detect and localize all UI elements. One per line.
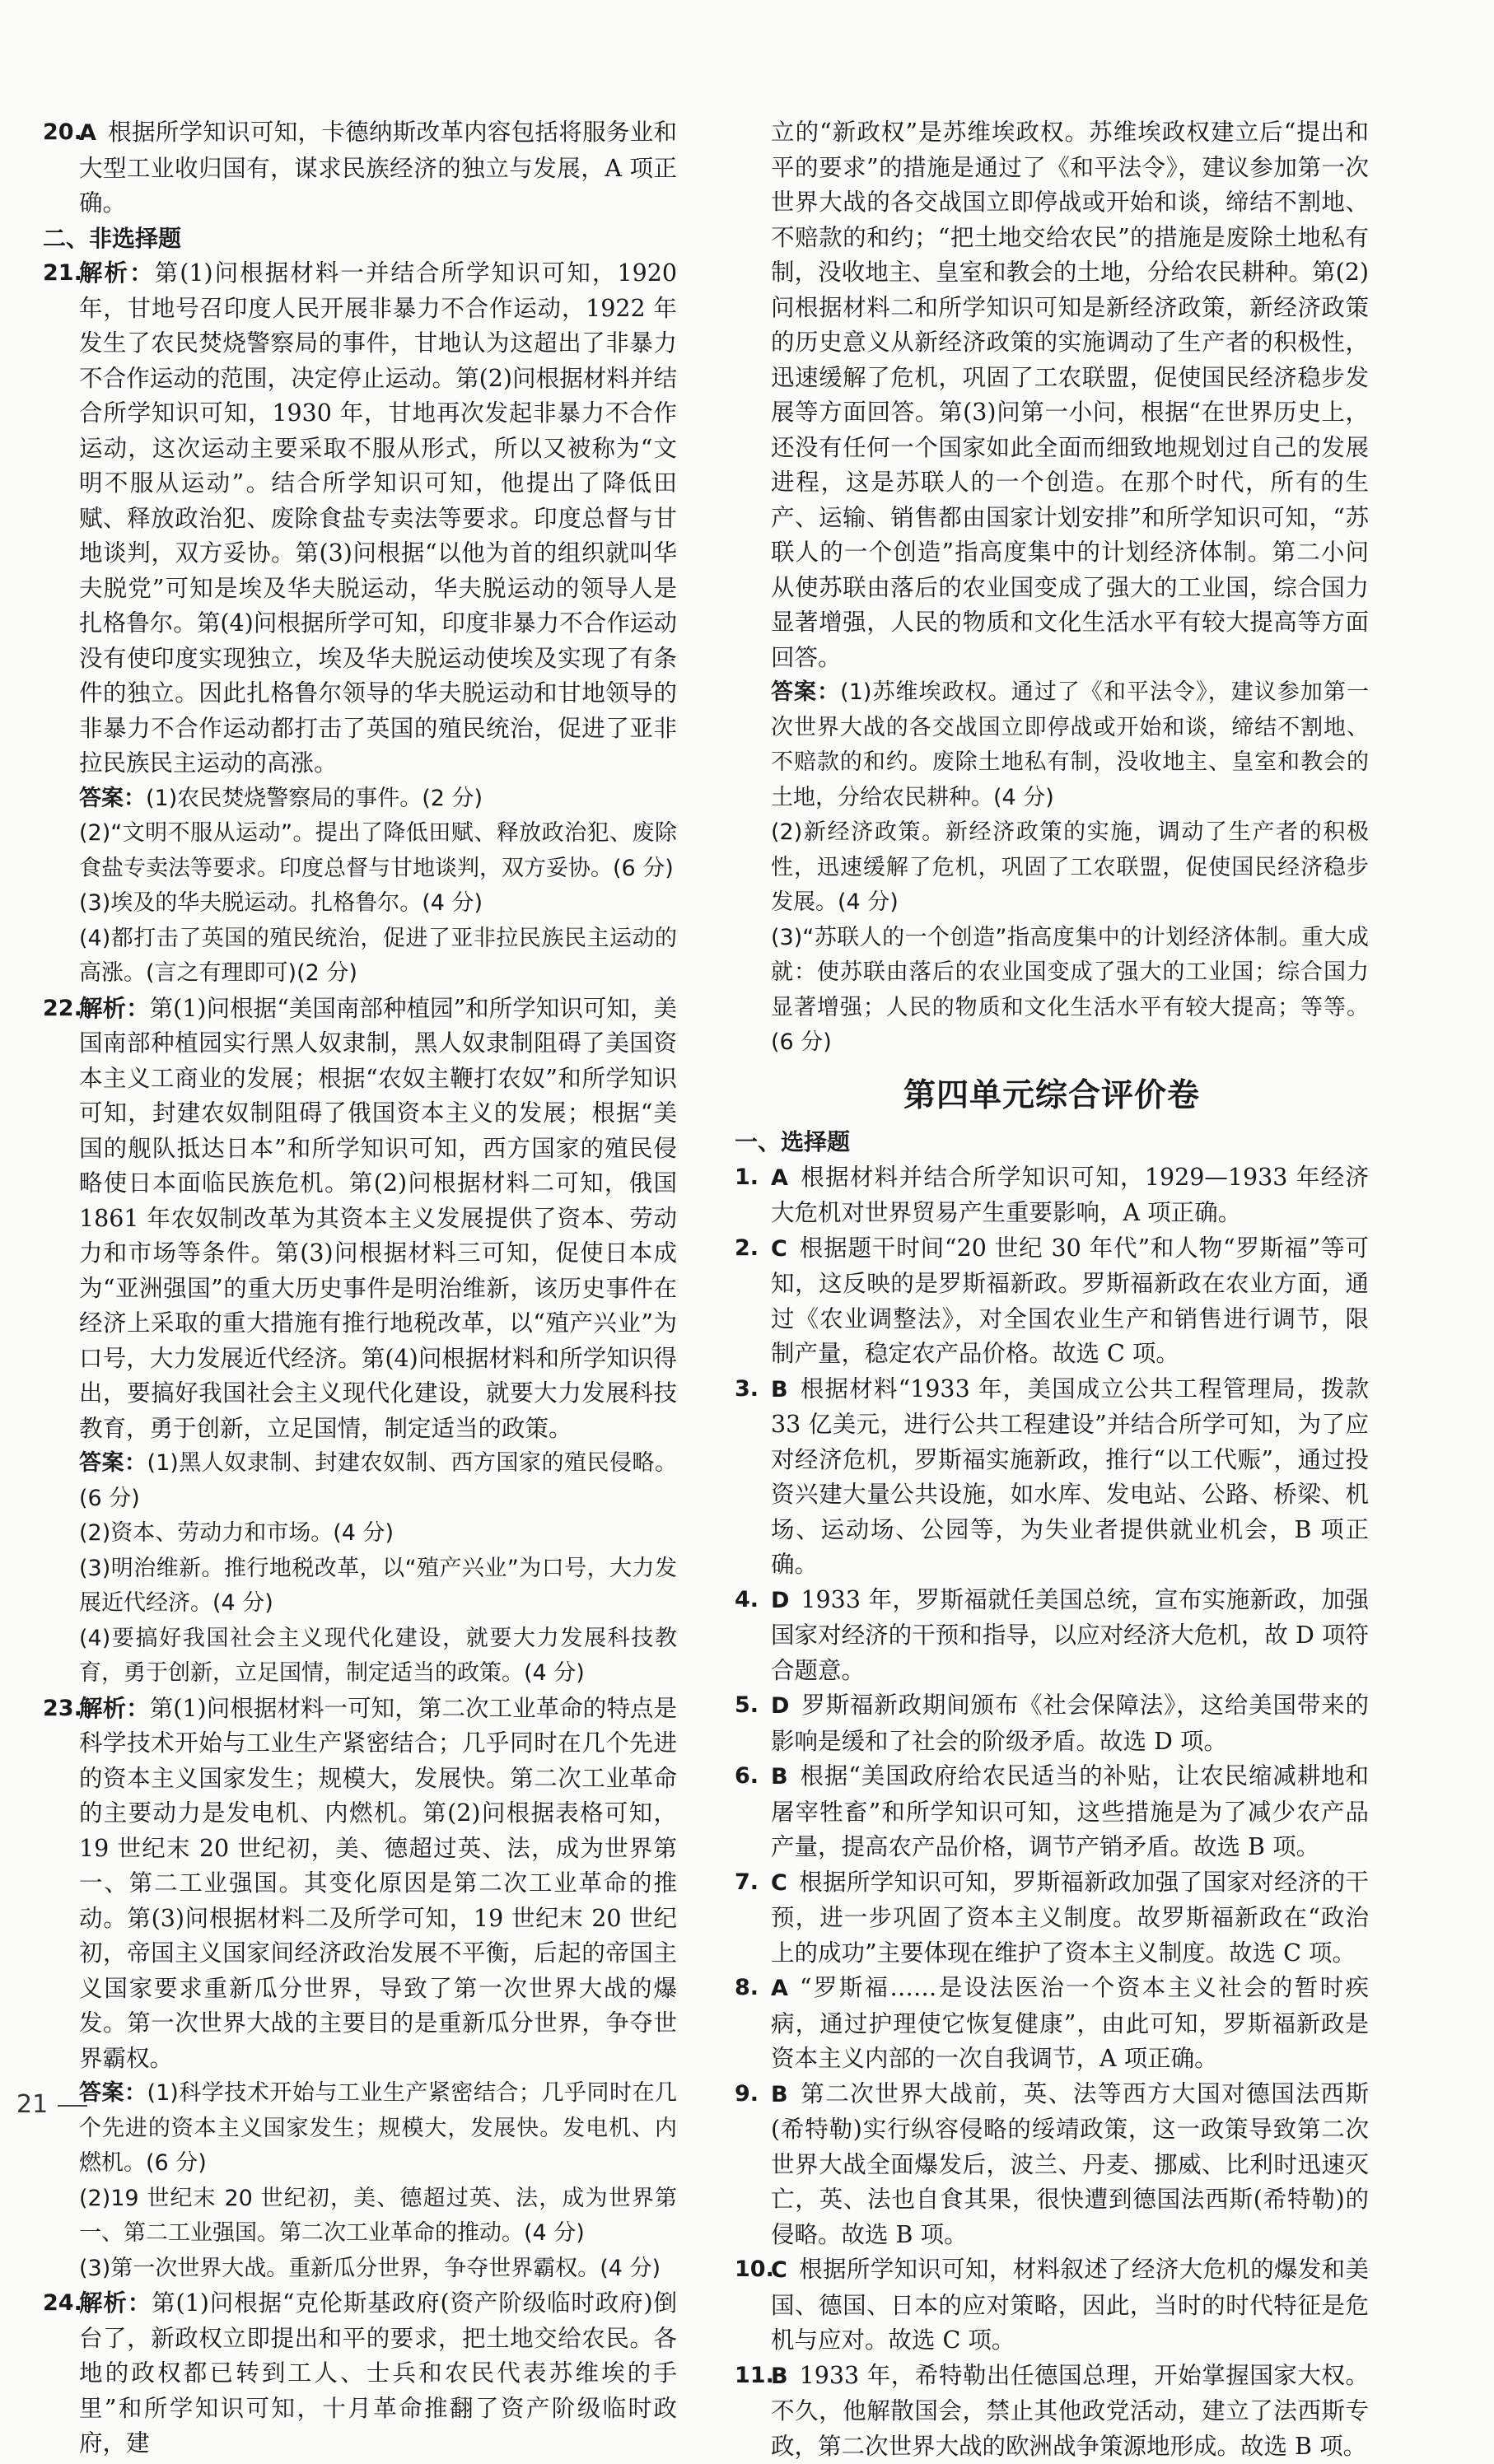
answer-block-22 — [43, 1446, 677, 1516]
choice-answer-item — [735, 2077, 1369, 2253]
analysis-text: 第(1)问根据材料一并结合所学知识可知，1920 年，甘地号召印度人民开展非暴力不合作运动，1922 年发生了农民焚烧警察局的事件，甘地认为这超出了非暴力不合作运动的范围，决定停止运动。第(2)问根据材料并结合所学知识可知，1930 年，甘地再次发起非暴力不合作运动，这次运动主要采取不服从形式，所以又被称为“文明不服从运动”。结合所学知识可知，他提出了降低田赋、释放政治犯、废除食盐专卖法等要求。印度总督与甘地谈判，双方妥协。第(3)问根据“以他为首的组织就叫华夫脱党”可知是埃及华夫脱运动，华夫脱运动的领导人是扎格鲁尔。第(4)问根据所学可知，印度非暴力不合作运动没有使印度实现独立，埃及华夫脱运动使埃及实现了有条件的独立。因此扎格鲁尔领导的华夫脱运动和甘地领导的非暴力不合作运动都打击了英国的殖民统治，促进了亚非拉民族民主运动的高涨。 — [79, 259, 677, 777]
answer-label: 答案： — [771, 679, 840, 705]
choice-answer-item — [735, 1971, 1369, 2077]
answer-line: (2)“文明不服从运动”。提出了降低田赋、释放政治犯、废除食盐专卖法等要求。印度总督与甘地谈判，双方妥协。(6 分) — [43, 816, 677, 886]
answer-line: (2)19 世纪末 20 世纪初，美、德超过英、法，成为世界第一、第二工业强国。第二次工业革命的推动。(4 分) — [43, 2182, 677, 2252]
unit-title: 第四单元综合评价卷 — [735, 1079, 1369, 1114]
answer-line: (3)明治维新。推行地税改革，以“殖产兴业”为口号，大力发展近代经济。(4 分) — [43, 1552, 677, 1622]
answer-line: (1)苏维埃政权。通过了《和平法令》，建议参加第一次世界大战的各交战国立即停战或开始和谈，缔结不割地、不赔款的和约。废除土地私有制，没收地主、皇室和教会的土地，分给农民耕种。(4 分) — [771, 679, 1369, 810]
answer-line: (2)资本、劳动力和市场。(4 分) — [43, 1516, 677, 1552]
item-number: 3. — [735, 1372, 759, 1407]
item-number: 5. — [735, 1688, 759, 1724]
choice-answer-item — [735, 1372, 1369, 1583]
answer-item-21 — [43, 256, 677, 782]
footer-dash — [58, 2105, 87, 2107]
answer-letter: C — [771, 2257, 787, 2283]
analysis-text: 第(1)问根据材料一可知，第二次工业革命的特点是科学技术开始与工业生产紧密结合；几乎同时在几个先进的资本主义国家发生；规模大，发展快。第二次工业革命的主要动力是发电机、内燃机。第(2)问根据表格可知，19 世纪末 20 世纪初，美、德超过英、法，成为世界第一、第二工业强国。其变化原因是第二次工业革命的推动。第(3)问根据材料二及所学可知，19 世纪末 20 世纪初，帝国主义国家间经济政治发展不平衡，后起的帝国主义国家要求重新瓜分世界，导致了第一次世界大战的爆发。第一次世界大战的主要目的是重新瓜分世界，争夺世界霸权。 — [79, 1695, 677, 2072]
answer-line: (1)科学技术开始与工业生产紧密结合；几乎同时在几个先进的资本主义国家发生；规模大，发展快。发电机、内燃机。(6 分) — [79, 2080, 677, 2176]
answer-item-23 — [43, 1692, 677, 2077]
answer-block-24 — [735, 675, 1369, 815]
item-text: 根据材料并结合所学知识可知，1929—1933 年经济大危机对世界贸易产生重要影响，A 项正确。 — [771, 1164, 1369, 1227]
answer-line: (1)农民焚烧警察局的事件。(2 分) — [146, 786, 483, 811]
choice-answer-item — [735, 1160, 1369, 1231]
item-number: 24. — [43, 2286, 82, 2322]
answer-line: (3)埃及的华夫脱运动。扎格鲁尔。(4 分) — [43, 886, 677, 922]
answer-line: (1)黑人奴隶制、封建农奴制、西方国家的殖民侵略。(6 分) — [79, 1450, 677, 1511]
answer-letter: C — [771, 1236, 787, 1262]
item-number: 1. — [735, 1160, 759, 1196]
choice-answer-list — [735, 1160, 1369, 2464]
answer-block-23 — [43, 2076, 677, 2182]
answer-letter: A — [771, 1165, 788, 1191]
right-column — [735, 115, 1369, 2464]
answer-letter: B — [771, 2082, 788, 2107]
analysis-label: 解析： — [79, 2289, 152, 2317]
answer-line: (4)要搞好我国社会主义现代化建设，就要大力发展科技教育，勇于创新，立足国情，制定适当的政策。(4 分) — [43, 1622, 677, 1692]
section-heading-nonchoice: 二、非选择题 — [43, 222, 677, 257]
choice-answer-item — [735, 1583, 1369, 1689]
item-number: 4. — [735, 1583, 759, 1618]
analysis-text: 第(1)问根据“克伦斯基政府(资产阶级临时政府)倒台了，新政权立即提出和平的要求，把土地交给农民。各地的政权都已转到工人、士兵和农民代表苏维埃的手里”和所学知识可知，十月革命推翻了资产阶级临时政府，建 — [79, 2289, 677, 2457]
item-number: 8. — [735, 1971, 759, 2006]
answer-line: (4)都打击了英国的殖民统治，促进了亚非拉民族民主运动的高涨。(言之有理即可)(2 分) — [43, 922, 677, 992]
item-text: 根据材料“1933 年，美国成立公共工程管理局，拨款 33 亿美元，进行公共工程建设”并结合所学可知，为了应对经济危机，罗斯福实施新政，推行“以工代赈”，通过投资兴建大量公共设施，如水库、发电站、公路、桥梁、机场、运动场、公园等，为失业者提供就业机会，B 项正确。 — [771, 1375, 1369, 1579]
answer-letter: D — [771, 1693, 789, 1719]
analysis-label: 解析： — [79, 259, 155, 287]
item-number: 10. — [735, 2252, 774, 2288]
item-number: 21. — [43, 256, 82, 292]
answer-label: 答案： — [79, 1450, 147, 1476]
item-number: 6. — [735, 1759, 759, 1794]
analysis-continuation-24: 立的“新政权”是苏维埃政权。苏维埃政权建立后“提出和平的要求”的措施是通过了《和平法令》，建议参加第一次世界大战的各交战国立即停战或开始和谈，缔结不割地、不赔款的和约；“把土地交给农民”的措施是废除土地私有制，没收地主、皇室和教会的土地，分给农民耕种。第(2)问根据材料二和所学知识可知是新经济政策，新经济政策的历史意义从新经济政策的实施调动了生产者的积极性，迅速缓解了危机，巩固了工农联盟，促使国民经济稳步发展等方面回答。第(3)问第一小问，根据“在世界历史上，还没有任何一个国家如此全面而细致地规划过自己的发展进程，这是苏联人的一个创造。在那个时代，所有的生产、运输、销售都由国家计划安排”和所学知识可知，“苏联人的一个创造”指高度集中的计划经济体制。第二小问从使苏联由落后的农业国变成了强大的工业国，综合国力显著增强，人民的物质和文化生活水平有较大提高等方面回答。 — [735, 115, 1369, 675]
answer-item-20 — [43, 115, 677, 222]
item-text: 根据所学知识可知，材料叙述了经济大危机的爆发和美国、德国、日本的应对策略，因此，当时的时代特征是危机与应对。故选 C 项。 — [771, 2256, 1369, 2354]
item-text: “罗斯福……是设法医治一个资本主义社会的暂时疾病，通过护理使它恢复健康”，由此可知，罗斯福新政是资本主义内部的一次自我调节，A 项正确。 — [771, 1974, 1369, 2072]
item-number: 23. — [43, 1692, 82, 1727]
item-number: 9. — [735, 2077, 759, 2112]
analysis-label: 解析： — [79, 995, 150, 1022]
section-heading-choice: 一、选择题 — [735, 1125, 1369, 1160]
answer-item-24 — [43, 2286, 677, 2462]
item-text: 根据所学知识可知，罗斯福新政加强了国家对经济的干预，进一步巩固了资本主义制度。故罗斯福新政在“政治上的成功”主要体现在维护了资本主义制度。故选 C 项。 — [771, 1869, 1369, 1967]
answer-line: (2)新经济政策。新经济政策的实施，调动了生产者的积极性，迅速缓解了危机，巩固了工农联盟，促使国民经济稳步发展。(4 分) — [735, 815, 1369, 921]
item-number: 22. — [43, 992, 82, 1027]
choice-answer-item — [735, 2252, 1369, 2359]
answer-line: (3)第一次世界大战。重新瓜分世界，争夺世界霸权。(4 分) — [43, 2252, 677, 2287]
answer-letter: D — [771, 1588, 789, 1613]
choice-answer-item — [735, 1865, 1369, 1972]
item-number: 2. — [735, 1231, 759, 1267]
answer-line: (3)“苏联人的一个创造”指高度集中的计划经济体制。重大成就：使苏联由落后的农业国变成了强大的工业国；综合国力显著增强；人民的物质和文化生活水平有较大提高；等等。(6 分) — [735, 921, 1369, 1061]
answer-letter: B — [771, 2364, 788, 2389]
item-number: 11. — [735, 2359, 774, 2394]
analysis-label: 解析： — [79, 1695, 150, 1722]
item-text: 罗斯福新政期间颁布《社会保障法》，这给美国带来的影响是缓和了社会的阶级矛盾。故选 D 项。 — [771, 1692, 1369, 1755]
answer-block-21 — [43, 782, 677, 817]
page-footer — [16, 2090, 87, 2119]
answer-label: 答案： — [79, 786, 146, 811]
item-text: 1933 年，罗斯福就任美国总统，宣布实施新政，加强国家对经济的干预和指导，以应对经济大危机，故 D 项符合题意。 — [771, 1586, 1369, 1684]
item-text: 根据题干时间“20 世纪 30 年代”和人物“罗斯福”等可知，这反映的是罗斯福新政。罗斯福新政在农业方面，通过《农业调整法》，对全国农业生产和销售进行调节，限制产量，稳定农产品价格。故选 C 项。 — [771, 1234, 1369, 1368]
choice-answer-item — [735, 2359, 1369, 2464]
answer-letter: A — [771, 1976, 788, 2001]
answer-item-22 — [43, 992, 677, 1447]
answer-label: 答案： — [79, 2080, 147, 2106]
analysis-text: 第(1)问根据“美国南部种植园”和所学知识可知，美国南部种植园实行黑人奴隶制，黑人奴隶制阻碍了美国资本主义工商业的发展；根据“农奴主鞭打农奴”和所学知识可知，封建农奴制阻碍了俄国资本主义的发展；根据“美国的舰队抵达日本”和所学知识可知，西方国家的殖民侵略使日本面临民族危机。第(2)问根据材料二可知，俄国 1861 年农奴制改革为其资本主义发展提供了资本、劳动力和市场等条件。第(3)问根据材料三可知，促使日本成为“亚洲强国”的重大历史事件是明治维新，该历史事件在经济上采取的重大措施有推行地税改革，以“殖产兴业”为口号，大力发展近代经济。第(4)问根据材料和所学知识得出，要搞好我国社会主义现代化建设，就要大力发展科技教育，勇于创新，立足国情，制定适当的政策。 — [79, 995, 677, 1442]
answer-letter: B — [771, 1377, 788, 1402]
choice-answer-item — [735, 1231, 1369, 1372]
choice-answer-item — [735, 1688, 1369, 1759]
answer-letter: C — [771, 1870, 787, 1896]
answer-letter: A — [79, 120, 96, 146]
page-number: 21 — [16, 2090, 48, 2119]
choice-answer-item — [735, 1759, 1369, 1865]
item-text: 1933 年，希特勒出任德国总理，开始掌握国家大权。不久，他解散国会，禁止其他政党活动，建立了法西斯专政，第二次世界大战的欧洲战争策源地形成。故选 B 项。 — [771, 2362, 1369, 2460]
item-number: 7. — [735, 1865, 759, 1901]
answer-letter: B — [771, 1764, 788, 1790]
item-text: 根据“美国政府给农民适当的补贴，让农民缩减耕地和屠宰牲畜”和所学知识可知，这些措施是为了减少农产品产量，提高农产品价格，调节产销矛盾。故选 B 项。 — [771, 1762, 1369, 1860]
item-text: 第二次世界大战前，英、法等西方大国对德国法西斯(希特勒)实行纵容侵略的绥靖政策，这一政策导致第二次世界大战全面爆发后，波兰、丹麦、挪威、比利时迅速灭亡，英、法也自食其果，很快遭到德国法西斯(希特勒)的侵略。故选 B 项。 — [771, 2080, 1369, 2248]
item-number: 20. — [43, 115, 82, 151]
item-text: 根据所学知识可知，卡德纳斯改革内容包括将服务业和大型工业收归国有，谋求民族经济的独立与发展，A 项正确。 — [79, 119, 677, 217]
left-column — [43, 115, 677, 2462]
